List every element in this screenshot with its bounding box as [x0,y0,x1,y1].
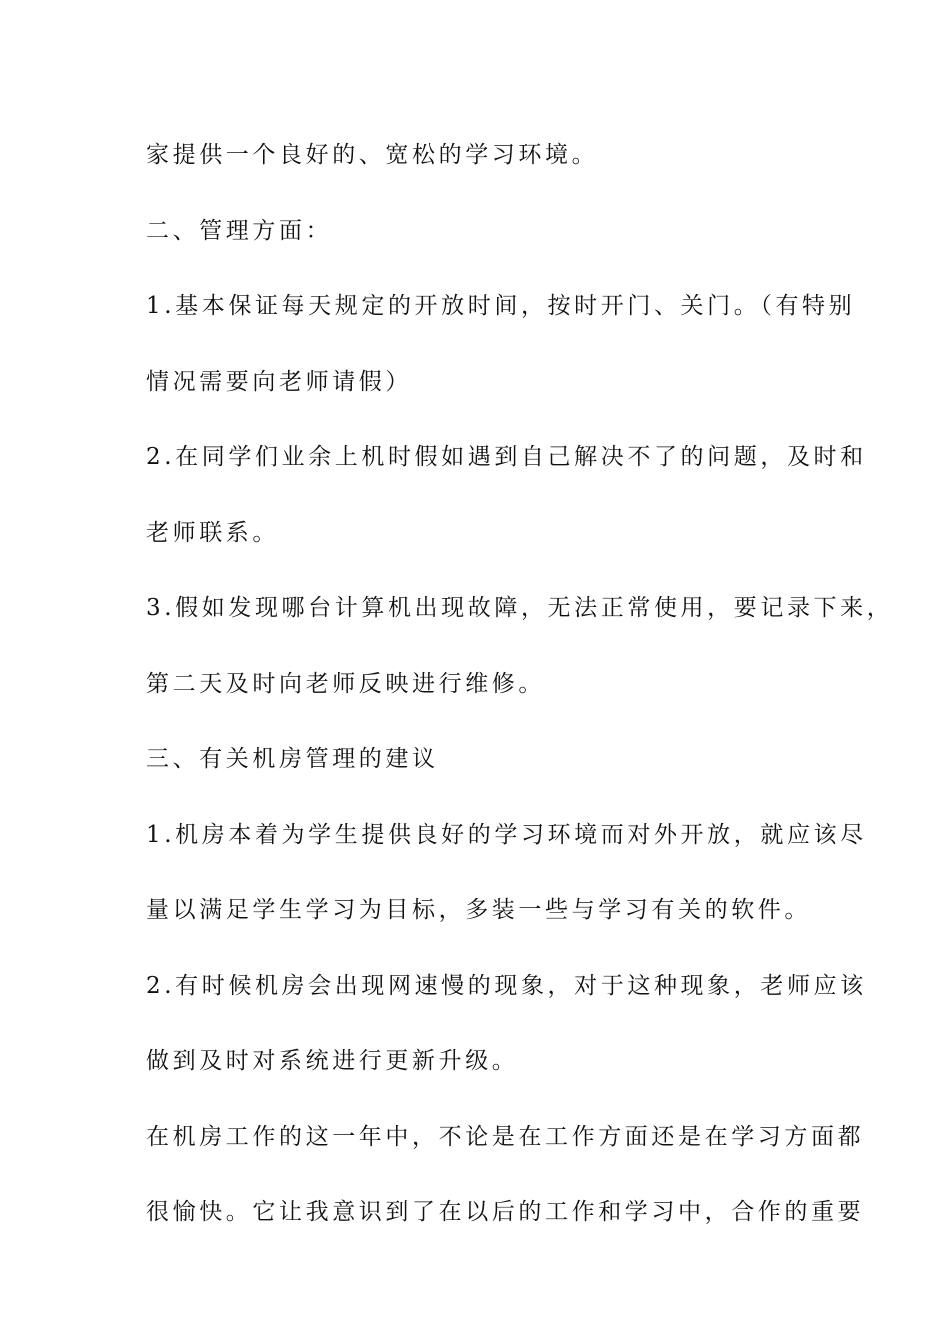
text-line: 在机房工作的这一年中，不论是在工作方面还是在学习方面都 [146,1123,865,1150]
text-line: 2.有时候机房会出现网速慢的现象，对于这种现象，老师应该 [146,972,867,999]
text-line: 第二天及时向老师反映进行维修。 [146,670,545,697]
text-line: 家提供一个良好的、宽松的学习环境。 [146,142,599,168]
document-body [146,134,894,1267]
text-line: 情况需要向老师请假） [146,368,412,395]
section-heading-suggestions: 三、有关机房管理的建议 [146,746,439,772]
text-line: 很愉快。它让我意识到了在以后的工作和学习中，合作的重要 [146,1199,865,1225]
text-line: 3.假如发现哪台计算机出现故障，无法正常使用，要记录下来， [146,595,894,621]
text-line: 老师联系。 [146,519,279,546]
text-line: 1.机房本着为学生提供良好的学习环境而对外开放，就应该尽 [146,821,867,848]
section-heading-management: 二、管理方面： [146,217,333,244]
text-line: 量以满足学生学习为目标，多装一些与学习有关的软件。 [146,897,811,923]
text-line: 1.基本保证每天规定的开放时间，按时开门、关门。（有特别 [146,293,856,319]
text-line: 做到及时对系统进行更新升级。 [146,1048,519,1074]
text-line: 2.在同学们业余上机时假如遇到自己解决不了的问题，及时和 [146,444,867,470]
